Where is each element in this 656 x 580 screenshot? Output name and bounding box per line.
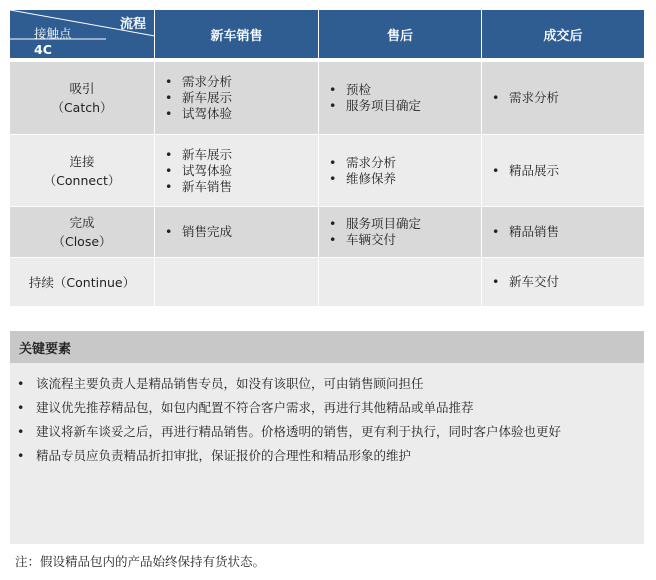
list-item: • 新车展示	[165, 147, 232, 163]
post-deal-cell	[482, 258, 644, 307]
table-row-continue	[10, 258, 644, 307]
list-item: • 新车交付	[492, 274, 559, 290]
list-item: • 新车销售	[165, 179, 232, 195]
column-header-new-car: 新车销售	[155, 10, 319, 59]
table-row-catch	[10, 62, 644, 135]
key-factor-item: • 精品专员应负责精品折扣审批，保证报价的合理性和精品形象的维护	[17, 444, 644, 468]
list-item: • 精品展示	[492, 163, 559, 179]
list-item: • 预检	[329, 82, 421, 98]
post-deal-cell	[482, 135, 644, 207]
list-item: • 需求分析	[492, 90, 559, 106]
key-factors-panel	[10, 331, 644, 544]
post-deal-cell	[482, 62, 644, 135]
column-header-post-deal: 成交后	[482, 10, 644, 59]
corner-header-cell	[10, 10, 155, 59]
stage-en: （Catch）	[51, 100, 113, 115]
stage-cell	[10, 62, 155, 135]
stage-name: 连接	[69, 153, 95, 169]
table-row-connect	[10, 135, 644, 207]
new-car-cell	[155, 258, 319, 307]
key-factors-title: 关键要素	[10, 331, 644, 363]
list-item: • 精品销售	[492, 224, 559, 240]
list-item: • 需求分析	[329, 155, 396, 171]
stage-cell	[10, 207, 155, 258]
table-header-row	[10, 10, 644, 59]
list-item: • 维修保养	[329, 171, 396, 187]
list-item: • 车辆交付	[329, 232, 421, 248]
after-sales-cell	[319, 258, 482, 307]
list-item: • 试驾体验	[165, 163, 232, 179]
stage-cell	[10, 135, 155, 207]
list-item: • 试驾体验	[165, 106, 232, 122]
stage-name: 持续（Continue）	[28, 274, 136, 290]
touchpoint-label: 接触点	[34, 26, 72, 41]
fourc-label: 4C	[34, 42, 52, 57]
list-item: • 销售完成	[165, 224, 232, 240]
stage-cell	[10, 258, 155, 307]
stage-name: 吸引	[69, 81, 95, 96]
process-label: 流程	[119, 17, 146, 32]
stage-name: 完成	[69, 215, 95, 230]
key-factor-item: • 建议优先推荐精品包，如包内配置不符合客户需求，再进行其他精品或单品推荐	[17, 396, 644, 420]
after-sales-cell	[319, 207, 482, 258]
column-header-after-sales: 售后	[319, 10, 482, 59]
key-factor-item: • 该流程主要负责人是精品销售专员，如没有该职位，可由销售顾问担任	[17, 372, 644, 396]
new-car-cell	[155, 62, 319, 135]
after-sales-cell	[319, 62, 482, 135]
list-item: • 服务项目确定	[329, 216, 421, 232]
stage-en: （Connect）	[43, 172, 121, 188]
touchpoint-table	[10, 10, 644, 307]
post-deal-cell	[482, 207, 644, 258]
list-item: • 需求分析	[165, 74, 232, 90]
new-car-cell	[155, 207, 319, 258]
footnote: 注：假设精品包内的产品始终保持有货状态。	[15, 554, 266, 569]
table-row-close	[10, 207, 644, 258]
list-item: • 服务项目确定	[329, 98, 421, 114]
after-sales-cell	[319, 135, 482, 207]
key-factors-list	[10, 363, 644, 468]
new-car-cell	[155, 135, 319, 207]
key-factor-item: • 建议将新车谈妥之后，再进行精品销售。价格透明的销售，更有利于执行，同时客户体验也更好	[17, 420, 644, 444]
list-item: • 新车展示	[165, 90, 232, 106]
stage-en: （Close）	[52, 234, 112, 249]
